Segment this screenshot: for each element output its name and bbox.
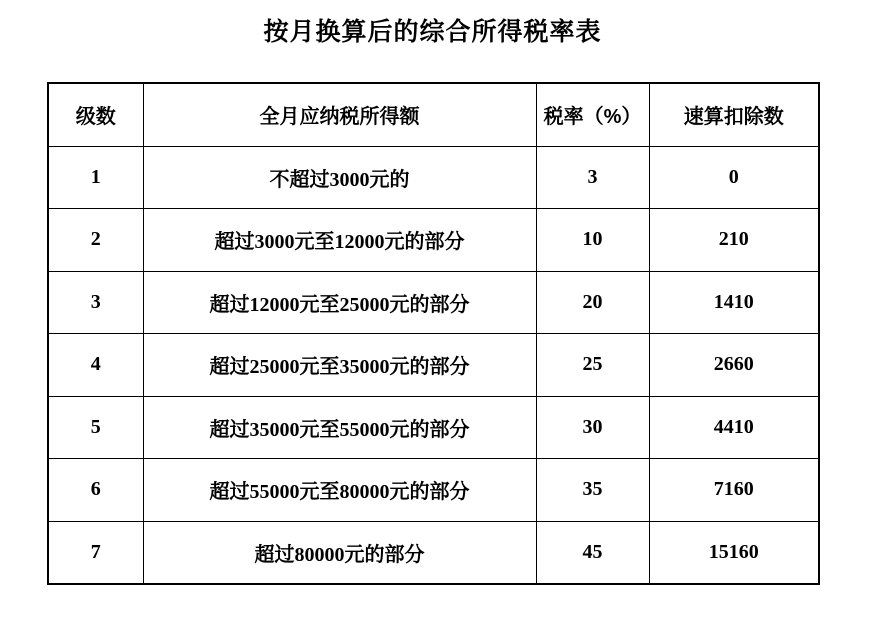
cell-rate: 35 [536,459,649,522]
header-cell-deduction: 速算扣除数 [649,83,819,146]
cell-income: 超过35000元至55000元的部分 [143,396,536,459]
table-row [48,396,819,459]
cell-deduction: 7160 [649,459,819,522]
cell-rate: 25 [536,334,649,397]
table-row [48,146,819,209]
cell-income: 超过3000元至12000元的部分 [143,209,536,272]
table-row [48,459,819,522]
cell-level: 7 [48,521,143,584]
cell-level: 2 [48,209,143,272]
header-cell-rate: 税率（%） [536,83,649,146]
table-row [48,334,819,397]
cell-deduction: 1410 [649,271,819,334]
cell-income: 超过12000元至25000元的部分 [143,271,536,334]
cell-deduction: 15160 [649,521,819,584]
tax-rate-table [47,82,820,585]
cell-income: 超过55000元至80000元的部分 [143,459,536,522]
cell-rate: 45 [536,521,649,584]
cell-level: 5 [48,396,143,459]
header-cell-income: 全月应纳税所得额 [143,83,536,146]
cell-income: 超过25000元至35000元的部分 [143,334,536,397]
cell-income: 不超过3000元的 [143,146,536,209]
cell-deduction: 2660 [649,334,819,397]
cell-rate: 3 [536,146,649,209]
cell-income: 超过80000元的部分 [143,521,536,584]
cell-deduction: 210 [649,209,819,272]
cell-level: 1 [48,146,143,209]
cell-level: 3 [48,271,143,334]
cell-deduction: 4410 [649,396,819,459]
cell-deduction: 0 [649,146,819,209]
table-row [48,521,819,584]
table-row [48,271,819,334]
cell-level: 6 [48,459,143,522]
cell-rate: 30 [536,396,649,459]
header-cell-level: 级数 [48,83,143,146]
table-row [48,209,819,272]
cell-rate: 10 [536,209,649,272]
cell-rate: 20 [536,271,649,334]
table-header-row [48,83,819,146]
page-title: 按月换算后的综合所得税率表 [263,19,602,46]
cell-level: 4 [48,334,143,397]
